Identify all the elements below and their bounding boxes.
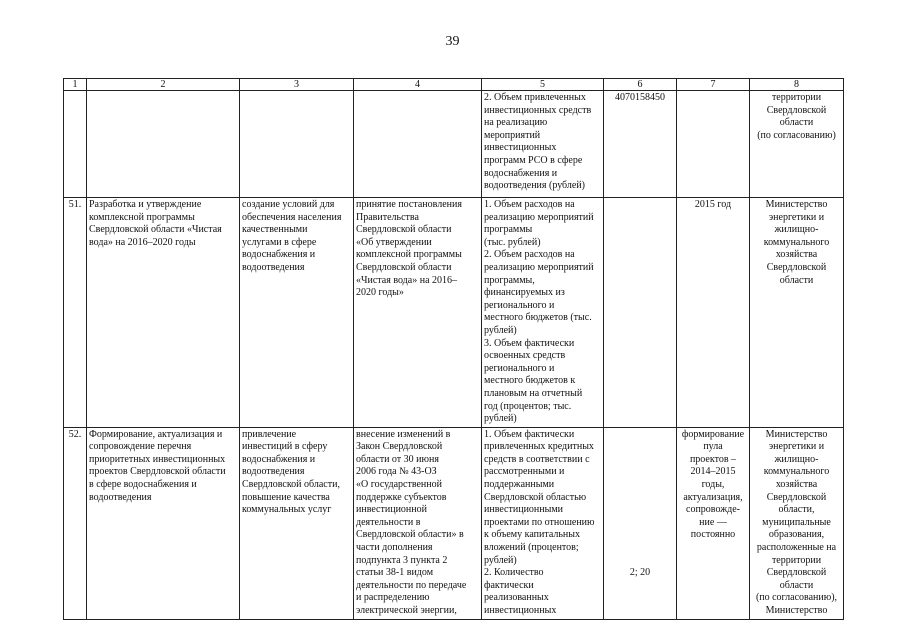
indicator-value-cell [604, 427, 677, 619]
measure-name: Разработка и утверждение комплексной программы Свердловской области «Чистая вода» на 2016–2020 годы [87, 198, 240, 428]
measure-indicator: 1. Объем расходов на реализацию мероприятий программы (тыс. рублей) 2. Объем расходов на реализацию мероприятий программы, финансируемых из регионального и местного бюджетов (тыс. рублей) 3. Объем фактически освоенных средств регионального и местного бюджетов к плановым на отчетный год (процентов; тыс. рублей) [482, 198, 604, 428]
header-col-7: 7 [677, 79, 750, 91]
row-number: 52. [64, 427, 87, 619]
plan-table [63, 78, 844, 620]
table-row-continued [64, 91, 844, 198]
header-col-6: 6 [604, 79, 677, 91]
measure-term: формирование пула проектов – 2014–2015 годы, актуализация, сопровожде- ние — постоянно [677, 427, 750, 619]
header-col-2: 2 [87, 79, 240, 91]
indicator-value: 2; 20 [629, 566, 651, 578]
measure-executor: Министерство энергетики и жилищно- коммунального хозяйства Свердловской области, муниципальные образования, расположенные на территории Свердловской области (по согласованию), Министерство [750, 427, 844, 619]
header-col-1: 1 [64, 79, 87, 91]
measure-goal [240, 91, 354, 198]
header-col-5: 5 [482, 79, 604, 91]
page-number: 39 [445, 34, 460, 49]
row-number [64, 91, 87, 198]
measure-name: Формирование, актуализация и сопровождение перечня приоритетных инвестиционных проектов Свердловской области в сфере водоснабжения и водоотведения [87, 427, 240, 619]
measure-goal: привлечение инвестиций в сферу водоснабжения и водоотведения Свердловской области, повышение качества коммунальных услуг [240, 427, 354, 619]
header-col-4: 4 [354, 79, 482, 91]
table-row-51 [64, 198, 844, 428]
measure-indicator: 1. Объем фактически привлеченных кредитных средств в соответствии с рассмотренными и поддержанными Свердловской областью инвестиционными проектами по отношению к объему капитальных вложений (процентов; рублей) 2. Количество фактически реализованных инвестиционных [482, 427, 604, 619]
measure-indicator: 2. Объем привлеченных инвестиционных средств на реализацию мероприятий инвестиционных программ РСО в сфере водоснабжения и водоотведения (рублей) [482, 91, 604, 198]
measure-executor: Министерство энергетики и жилищно- коммунального хозяйства Свердловской области [750, 198, 844, 428]
row-number: 51. [64, 198, 87, 428]
measure-action: принятие постановления Правительства Свердловской области «Об утверждении комплексной программы Свердловской области «Чистая вода» на 2016– 2020 годы» [354, 198, 482, 428]
measure-action [354, 91, 482, 198]
header-row [64, 79, 844, 91]
header-col-3: 3 [240, 79, 354, 91]
header-col-8: 8 [750, 79, 844, 91]
measure-action: внесение изменений в Закон Свердловской области от 30 июня 2006 года № 43-ОЗ «О государственной поддержке субъектов инвестиционной деятельности в Свердловской области» в части дополнения подпункта 3 пункта 2 статьи 38-1 видом деятельности по передаче и распределению электрической энергии, [354, 427, 482, 619]
measure-term [677, 91, 750, 198]
measure-goal: создание условий для обеспечения населения качественными услугами в сфере водоснабжения и водоотведения [240, 198, 354, 428]
indicator-value [604, 198, 677, 428]
indicator-value: 4070158450 [604, 91, 677, 198]
table-row-52 [64, 427, 844, 619]
measure-name [87, 91, 240, 198]
measure-term: 2015 год [677, 198, 750, 428]
measure-executor: территории Свердловской области (по согласованию) [750, 91, 844, 198]
